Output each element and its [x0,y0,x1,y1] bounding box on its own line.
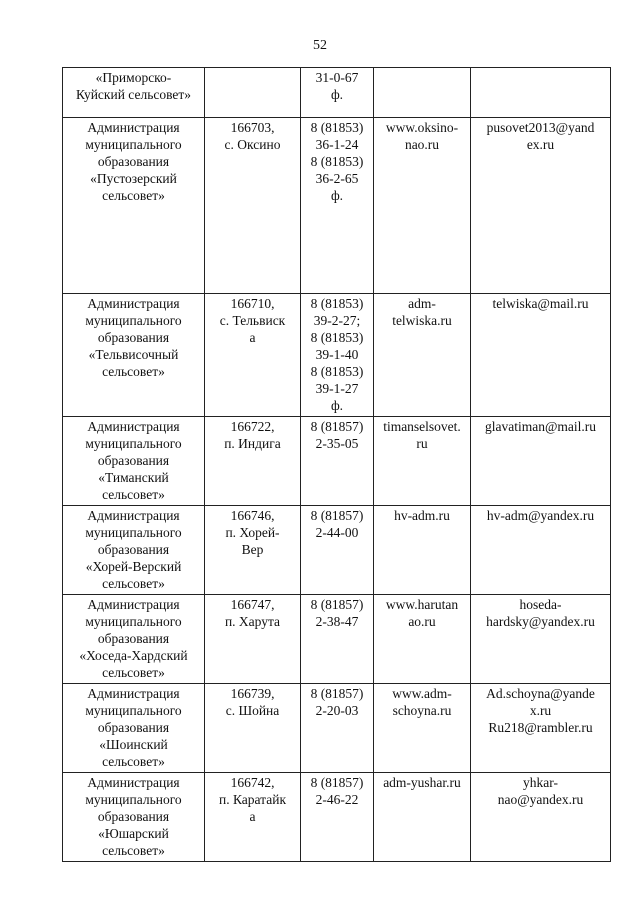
table-row [63,68,611,118]
phone-cell [301,294,374,417]
website-line: ru [416,436,428,451]
table-row [63,118,611,294]
table-row [63,506,611,595]
website-line: www.harutan [385,597,459,612]
phone-line: 39-2-27; [313,313,361,328]
org-name-cell [63,773,205,862]
website-cell [374,294,471,417]
org-name-line: Администрация [87,508,180,523]
phone-cell [301,684,374,773]
website-cell [374,684,471,773]
phone-line: 8 (81857) [310,775,364,790]
email-line: hardsky@yandex.ru [486,614,595,629]
phone-line: 8 (81853) [310,296,364,311]
website-cell [374,773,471,862]
org-name-line: Администрация [87,120,180,135]
phone-cell [301,417,374,506]
org-name-line: «Хоседа-Хардский [79,648,188,663]
phone-line: 8 (81857) [310,508,364,523]
address-cell [205,506,301,595]
email-line: Ru218@rambler.ru [488,720,593,735]
address-line: Вер [241,542,264,557]
phone-line: 2-44-00 [315,525,359,540]
website-cell [374,68,471,118]
org-name-cell [63,417,205,506]
phone-line: 8 (81853) [310,120,364,135]
website-line: hv-adm.ru [394,508,450,523]
phone-line: 8 (81857) [310,686,364,701]
phone-line: 2-38-47 [315,614,359,629]
phone-line: 8 (81853) [310,330,364,345]
table-row [63,773,611,862]
contacts-table [62,67,611,862]
phone-cell [301,506,374,595]
phone-line: 2-35-05 [315,436,359,451]
phone-line: 8 (81853) [310,364,364,379]
website-line: ao.ru [408,614,436,629]
org-name-line: образования [97,631,170,646]
org-name-line: «Приморско- [95,70,172,85]
org-name-line: сельсовет» [102,754,165,769]
table-row [63,294,611,417]
email-line: nao@yandex.ru [497,792,584,807]
website-line: adm-yushar.ru [383,775,461,790]
phone-line: ф. [330,188,344,203]
org-name-line: сельсовет» [102,487,165,502]
org-name-line: муниципального [85,436,182,451]
website-line: www.adm- [392,686,452,701]
phone-line: 8 (81857) [310,597,364,612]
address-cell [205,417,301,506]
address-line: 166742, [230,775,275,790]
org-name-line: Администрация [87,296,180,311]
address-line: 166747, [230,597,275,612]
phone-cell [301,118,374,294]
phone-line: 31-0-67 [315,70,359,85]
address-line: а [249,809,256,824]
org-name-line: образования [97,330,170,345]
website-cell [374,417,471,506]
website-line: nao.ru [404,137,440,152]
email-cell [471,417,611,506]
address-cell [205,773,301,862]
org-name-line: образования [97,720,170,735]
email-line: pusovet2013@yand [486,120,595,135]
org-name-line: «Тельвисочный [88,347,179,362]
org-name-cell [63,118,205,294]
website-cell [374,118,471,294]
org-name-line: муниципального [85,792,182,807]
email-cell [471,506,611,595]
address-line: с. Тельвиск [219,313,286,328]
address-line: п. Харута [224,614,281,629]
org-name-line: «Пустозерский [90,171,177,186]
org-name-cell [63,595,205,684]
org-name-line: муниципального [85,614,182,629]
org-name-line: «Юшарский [98,826,169,841]
address-line: с. Шойна [225,703,280,718]
email-line: glavatiman@mail.ru [484,419,597,434]
phone-line: 8 (81853) [310,154,364,169]
phone-line: ф. [330,87,344,102]
table-row [63,684,611,773]
phone-line: 39-1-27 [315,381,359,396]
contacts-table-body [63,68,611,862]
email-cell [471,294,611,417]
email-cell [471,118,611,294]
phone-line: 8 (81857) [310,419,364,434]
email-cell [471,773,611,862]
page-number: 52 [313,38,327,53]
email-line: x.ru [529,703,552,718]
org-name-line: образования [97,809,170,824]
phone-line: 39-1-40 [315,347,359,362]
email-line: yhkar- [523,775,558,790]
phone-line: ф. [330,398,344,413]
org-name-line: «Шоинский [99,737,168,752]
org-name-line: сельсовет» [102,364,165,379]
phone-line: 36-1-24 [315,137,359,152]
org-name-line: образования [97,542,170,557]
email-line: hoseda- [519,597,562,612]
website-line: telwiska.ru [392,313,452,328]
org-name-line: «Хорей-Верский [85,559,182,574]
org-name-line: сельсовет» [102,665,165,680]
org-name-line: образования [97,154,170,169]
website-line: www.oksino- [385,120,459,135]
email-cell [471,595,611,684]
org-name-line: муниципального [85,313,182,328]
website-line: timanselsovet. [383,419,461,434]
address-line: п. Каратайк [218,792,287,807]
org-name-line: Администрация [87,419,180,434]
org-name-line: Администрация [87,597,180,612]
address-line: 166722, [230,419,275,434]
website-cell [374,506,471,595]
org-name-line: Куйский сельсовет» [75,87,192,102]
org-name-cell [63,294,205,417]
address-line: п. Хорей- [225,525,280,540]
address-line: 166746, [230,508,275,523]
org-name-line: муниципального [85,137,182,152]
org-name-line: муниципального [85,525,182,540]
address-cell [205,118,301,294]
email-line: ex.ru [526,137,555,152]
org-name-line: сельсовет» [102,843,165,858]
phone-cell [301,595,374,684]
phone-line: 36-2-65 [315,171,359,186]
phone-line: 2-20-03 [315,703,359,718]
org-name-cell [63,506,205,595]
org-name-line: сельсовет» [102,188,165,203]
address-cell [205,68,301,118]
address-cell [205,294,301,417]
org-name-line: «Тиманский [98,470,169,485]
email-line: telwiska@mail.ru [492,296,589,311]
address-line: 166703, [230,120,275,135]
address-cell [205,595,301,684]
email-cell [471,684,611,773]
email-cell [471,68,611,118]
org-name-cell [63,684,205,773]
email-line: hv-adm@yandex.ru [486,508,595,523]
phone-line: 2-46-22 [315,792,359,807]
website-line: schoyna.ru [392,703,452,718]
address-line: 166739, [230,686,275,701]
phone-cell [301,773,374,862]
website-cell [374,595,471,684]
org-name-line: образования [97,453,170,468]
org-name-cell [63,68,205,118]
org-name-line: Администрация [87,775,180,790]
address-line: а [249,330,256,345]
table-row [63,595,611,684]
email-line: Ad.schoyna@yande [486,686,595,701]
phone-cell [301,68,374,118]
address-cell [205,684,301,773]
address-line: п. Индига [224,436,281,451]
website-line: adm- [408,296,436,311]
org-name-line: сельсовет» [102,576,165,591]
org-name-line: Администрация [87,686,180,701]
address-line: 166710, [230,296,275,311]
org-name-line: муниципального [85,703,182,718]
address-line: с. Оксино [224,137,281,152]
table-row [63,417,611,506]
